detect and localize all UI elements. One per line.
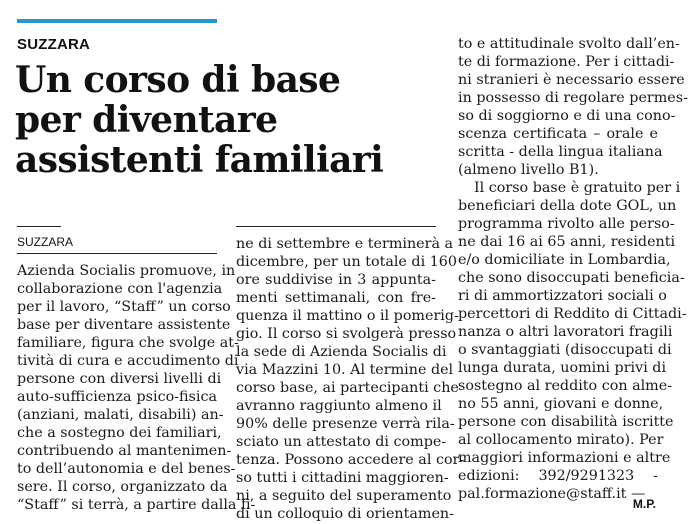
text-line: avranno raggiunto almeno il: [236, 398, 442, 414]
text-line: o svantaggiati (disoccupati di: [458, 342, 672, 358]
author-signature: M.P.: [632, 497, 656, 511]
text-line: to e attitudinale svolto dall’en-: [458, 36, 680, 52]
text-line: sere. Il corso, organizzato da: [17, 479, 228, 495]
text-line: “Staff” si terrà, a partire dalla fi-: [17, 497, 256, 513]
article-column-1: [17, 262, 256, 514]
text-line: persone con diversi livelli di: [17, 371, 222, 387]
text-line: nanza o altri lavoratori fragili: [458, 324, 673, 340]
text-line: tività di cura e accudimento di: [17, 353, 239, 369]
text-line: sciato un attestato di compe-: [236, 434, 447, 450]
text-line: pal.formazione@staff.it —: [458, 486, 646, 502]
headline-line: Un corso di base: [15, 59, 341, 101]
text-line: persone con disabilità iscritte: [458, 414, 674, 430]
text-line: beneficiari della dote GOL, un: [458, 198, 677, 214]
text-line: ne dai 16 ai 65 anni, residenti: [458, 234, 676, 250]
text-line: Il corso base è gratuito per i: [474, 180, 681, 196]
byline-rule-top: [17, 226, 61, 227]
text-line: in possesso di regolare permes-: [458, 90, 688, 106]
text-line: di un colloquio di orientamen-: [236, 506, 454, 522]
text-line: scritta - della lingua italiana: [458, 144, 663, 160]
text-line: ne di settembre e terminerà a: [236, 236, 454, 252]
text-line: e/o domiciliate in Lombardia,: [458, 252, 671, 268]
text-line: percettori di Reddito di Cittadi-: [458, 306, 687, 322]
text-line: quenza il mattino o il pomerig-: [236, 308, 459, 324]
article-headline: [15, 60, 435, 180]
headline-line: per diventare: [15, 99, 278, 141]
byline-rule-bottom: [17, 253, 217, 254]
text-line: ni, a seguito del superamento: [236, 488, 452, 504]
text-line: corso base, ai partecipanti che: [236, 380, 459, 396]
text-line: (anziani, malati, disabili) an-: [17, 407, 224, 423]
text-line: edizioni: 392/9291323 -: [458, 468, 658, 484]
text-line: (almeno livello B1).: [458, 162, 599, 178]
text-line: tenza. Possono accedere al cor-: [236, 452, 465, 468]
text-line: maggiori informazioni e altre: [458, 450, 671, 466]
section-kicker: SUZZARA: [17, 36, 91, 53]
text-line: base per diventare assistente: [17, 317, 231, 333]
text-line: che sono disoccupati beneficia-: [458, 270, 685, 286]
text-line: lunga durata, uomini privi di: [458, 360, 667, 376]
text-line: familiare, figura che svolge at-: [17, 335, 239, 351]
column-rule: [236, 226, 436, 227]
accent-bar: [17, 19, 217, 23]
text-line: che a sostegno dei familiari,: [17, 425, 222, 441]
text-line: sostegno al reddito con alme-: [458, 378, 673, 394]
text-line: contribuendo al mantenimen-: [17, 443, 232, 459]
headline-line: assistenti familiari: [15, 139, 384, 181]
text-line: ri di ammortizzatori sociali o: [458, 288, 667, 304]
text-line: programma rivolto alle perso-: [458, 216, 675, 232]
text-line: scenza certificata – orale e: [458, 126, 658, 142]
text-line: collaborazione con l'agenzia: [17, 281, 223, 297]
text-line: menti settimanali, con fre-: [236, 290, 436, 306]
text-line: dicembre, per un totale di 160: [236, 254, 457, 270]
text-line: ore suddivise in 3 appunta-: [236, 272, 436, 288]
text-line: ni stranieri è necessario essere: [458, 72, 685, 88]
byline-location: SUZZARA: [17, 235, 74, 249]
text-line: 90% delle presenze verrà rila-: [236, 416, 455, 432]
text-line: la sede di Azienda Socialis di: [236, 344, 447, 360]
text-line: via Mazzini 10. Al termine del: [236, 362, 454, 378]
text-line: al collocamento mirato). Per: [458, 432, 664, 448]
text-line: Azienda Socialis promuove, in: [17, 263, 236, 279]
text-line: to dell’autonomia e del benes-: [17, 461, 236, 477]
text-line: no 55 anni, giovani e donne,: [458, 396, 664, 412]
article-column-3: [458, 35, 688, 503]
text-line: te di formazione. Per i cittadi-: [458, 54, 675, 70]
text-line: gio. Il corso si svolgerà presso: [236, 326, 457, 342]
text-line: auto-sufficienza psico-fisica: [17, 389, 217, 405]
text-line: per il lavoro, “Staff” un corso: [17, 299, 231, 315]
article-column-2: [236, 235, 465, 523]
text-line: so di soggiorno e di una cono-: [458, 108, 676, 124]
text-line: so tutti i cittadini maggioren-: [236, 470, 449, 486]
